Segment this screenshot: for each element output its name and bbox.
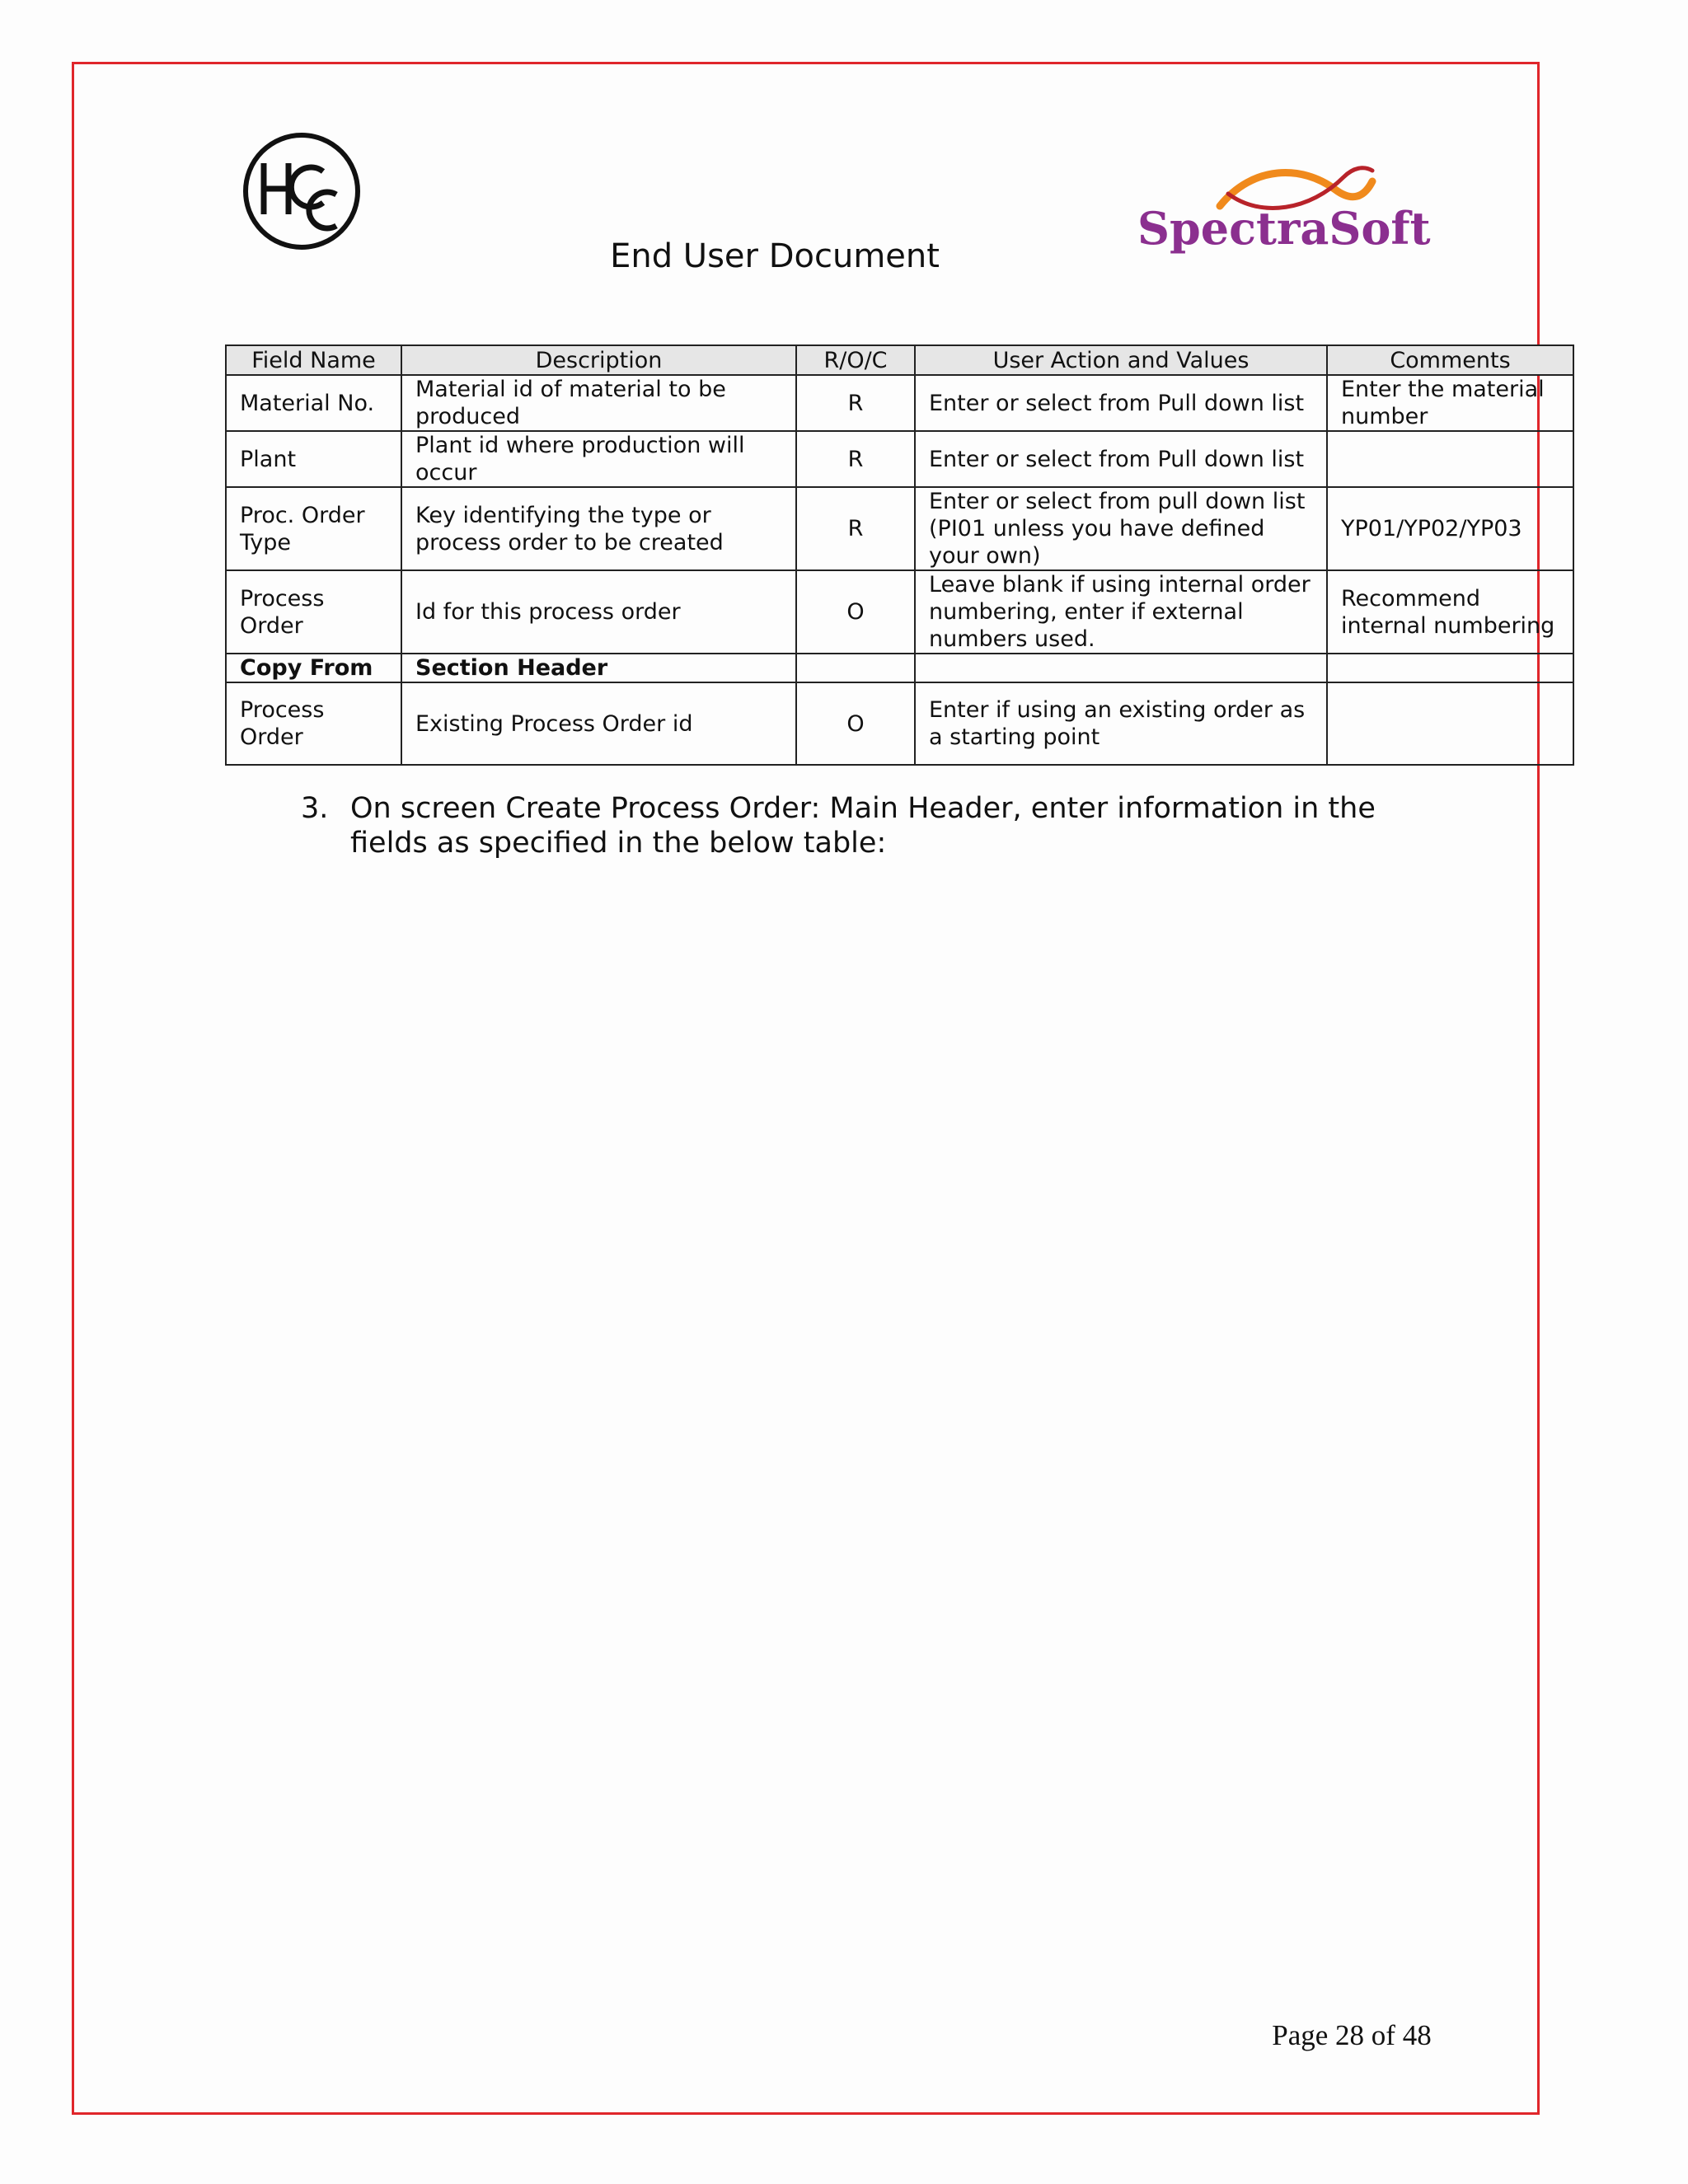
cell-roc: R xyxy=(796,431,915,487)
column-header-comments: Comments xyxy=(1327,345,1573,375)
table-row xyxy=(226,375,1573,431)
cell-user-action: Enter or select from Pull down list xyxy=(915,431,1327,487)
cell-user-action xyxy=(915,654,1327,682)
column-header-field-name: Field Name xyxy=(226,345,401,375)
cell-roc: O xyxy=(796,682,915,765)
page-number: Page 28 of 48 xyxy=(1272,2019,1432,2051)
cell-field-name: Copy From xyxy=(226,654,401,682)
table-row xyxy=(226,487,1573,570)
cell-comments xyxy=(1327,654,1573,682)
table-row xyxy=(226,654,1573,682)
cell-field-name: Process Order xyxy=(226,570,401,654)
table-row xyxy=(226,431,1573,487)
cell-user-action: Enter or select from Pull down list xyxy=(915,375,1327,431)
column-header-roc: R/O/C xyxy=(796,345,915,375)
cell-roc: R xyxy=(796,375,915,431)
table-row xyxy=(226,570,1573,654)
cell-comments xyxy=(1327,682,1573,765)
cell-user-action: Enter if using an existing order as a starting point xyxy=(915,682,1327,765)
cell-description: Section Header xyxy=(401,654,796,682)
cell-field-name: Process Order xyxy=(226,682,401,765)
column-header-description: Description xyxy=(401,345,796,375)
step-number: 3. xyxy=(301,792,329,825)
hcc-logo-icon xyxy=(241,130,363,252)
column-header-user-action: User Action and Values xyxy=(915,345,1327,375)
cell-comments: Enter the material number xyxy=(1327,375,1573,431)
cell-description: Plant id where production will occur xyxy=(401,431,796,487)
spectrasoft-logo xyxy=(1137,161,1431,268)
cell-description: Id for this process order xyxy=(401,570,796,654)
cell-roc: R xyxy=(796,487,915,570)
cell-description: Material id of material to be produced xyxy=(401,375,796,431)
cell-roc: O xyxy=(796,570,915,654)
cell-user-action: Enter or select from pull down list (PI01 unless you have defined your own) xyxy=(915,487,1327,570)
cell-field-name: Proc. Order Type xyxy=(226,487,401,570)
field-table xyxy=(225,344,1574,766)
step-text: On screen Create Process Order: Main Header, enter information in the fields as specified in the below table: xyxy=(350,792,1376,860)
document-title: End User Document xyxy=(610,237,940,275)
spectrasoft-wordmark: SpectraSoft xyxy=(1137,202,1431,255)
cell-field-name: Plant xyxy=(226,431,401,487)
table-header-row xyxy=(226,345,1573,375)
cell-comments: Recommend internal numbering xyxy=(1327,570,1573,654)
cell-user-action: Leave blank if using internal order numbering, enter if external numbers used. xyxy=(915,570,1327,654)
cell-description: Key identifying the type or process order to be created xyxy=(401,487,796,570)
cell-comments: YP01/YP02/YP03 xyxy=(1327,487,1573,570)
table-row xyxy=(226,682,1573,765)
cell-comments xyxy=(1327,431,1573,487)
cell-description: Existing Process Order id xyxy=(401,682,796,765)
cell-field-name: Material No. xyxy=(226,375,401,431)
cell-roc xyxy=(796,654,915,682)
